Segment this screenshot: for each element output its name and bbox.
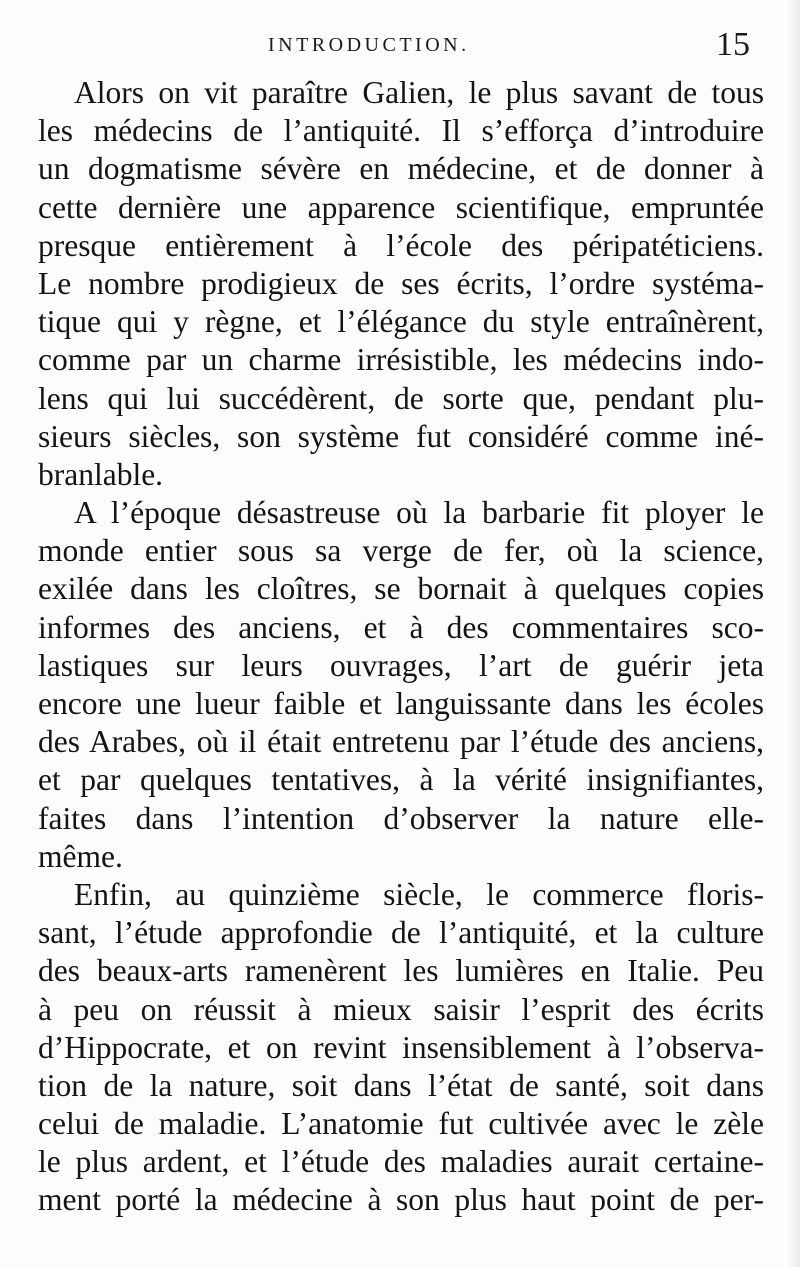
paragraph-first-line: Enfin, au quinzième siècle, le commerce floris-	[74, 876, 764, 912]
text-line: le plus ardent, et l’étude des maladies aurait certaine-	[38, 1144, 764, 1180]
page-edge-shadow	[786, 0, 800, 1267]
text-line: presque entièrement à l’école des péripatéticiens.	[38, 227, 764, 263]
paragraph-first-line: A l’époque désastreuse où la barbarie fit ployer le	[74, 495, 764, 531]
text-line: comme par un charme irrésistible, les médecins indo-	[38, 342, 764, 378]
text-line: les médecins de l’antiquité. Il s’efforça d’introduire	[38, 113, 764, 149]
text-line: monde entier sous sa verge de fer, où la science,	[38, 533, 764, 569]
paragraph-first-line: Alors on vit paraître Galien, le plus savant de tous	[74, 75, 764, 110]
text-line: branlable.	[38, 456, 164, 492]
body-text	[38, 74, 764, 1220]
text-line: même.	[38, 838, 123, 874]
text-line: faites dans l’intention d’observer la nature elle-	[38, 800, 764, 836]
page-number: 15	[716, 26, 750, 63]
text-line: encore une lueur faible et languissante dans les écoles	[38, 686, 764, 721]
text-line: sieurs siècles, son système fut considéré comme iné-	[38, 418, 764, 454]
text-line: des beaux-arts ramenèrent les lumières en Italie. Peu	[38, 953, 764, 989]
running-head: INTRODUCTION.	[268, 34, 470, 56]
text-line: exilée dans les cloîtres, se bornait à quelques copies	[38, 571, 764, 607]
text-line: sant, l’étude approfondie de l’antiquité, et la culture	[38, 915, 764, 951]
text-line: à peu on réussit à mieux saisir l’esprit des écrits	[38, 991, 764, 1027]
text-line: tique qui y règne, et l’élégance du style entraînèrent,	[38, 304, 764, 340]
text-line: un dogmatisme sévère en médecine, et de donner à	[38, 151, 764, 187]
text-line: d’Hippocrate, et on revint insensiblement à l’observa-	[38, 1029, 764, 1065]
text-line: celui de maladie. L’anatomie fut cultivée avec le zèle	[38, 1106, 764, 1142]
text-line: des Arabes, où il était entretenu par l’étude des anciens,	[38, 724, 764, 760]
text-line: lastiques sur leurs ouvrages, l’art de guérir jeta	[38, 647, 764, 683]
text-line: lens qui lui succédèrent, de sorte que, pendant plu-	[38, 380, 764, 416]
text-line: informes des anciens, et à des commentaires sco-	[38, 609, 764, 645]
text-line: cette dernière une apparence scientifique, empruntée	[38, 189, 764, 225]
text-line: Le nombre prodigieux de ses écrits, l’ordre systéma-	[38, 265, 764, 301]
text-line: ment porté la médecine à son plus haut point de per-	[38, 1182, 764, 1218]
text-line: tion de la nature, soit dans l’état de santé, soit dans	[38, 1067, 764, 1103]
text-line: et par quelques tentatives, à la vérité insignifiantes,	[38, 762, 764, 798]
